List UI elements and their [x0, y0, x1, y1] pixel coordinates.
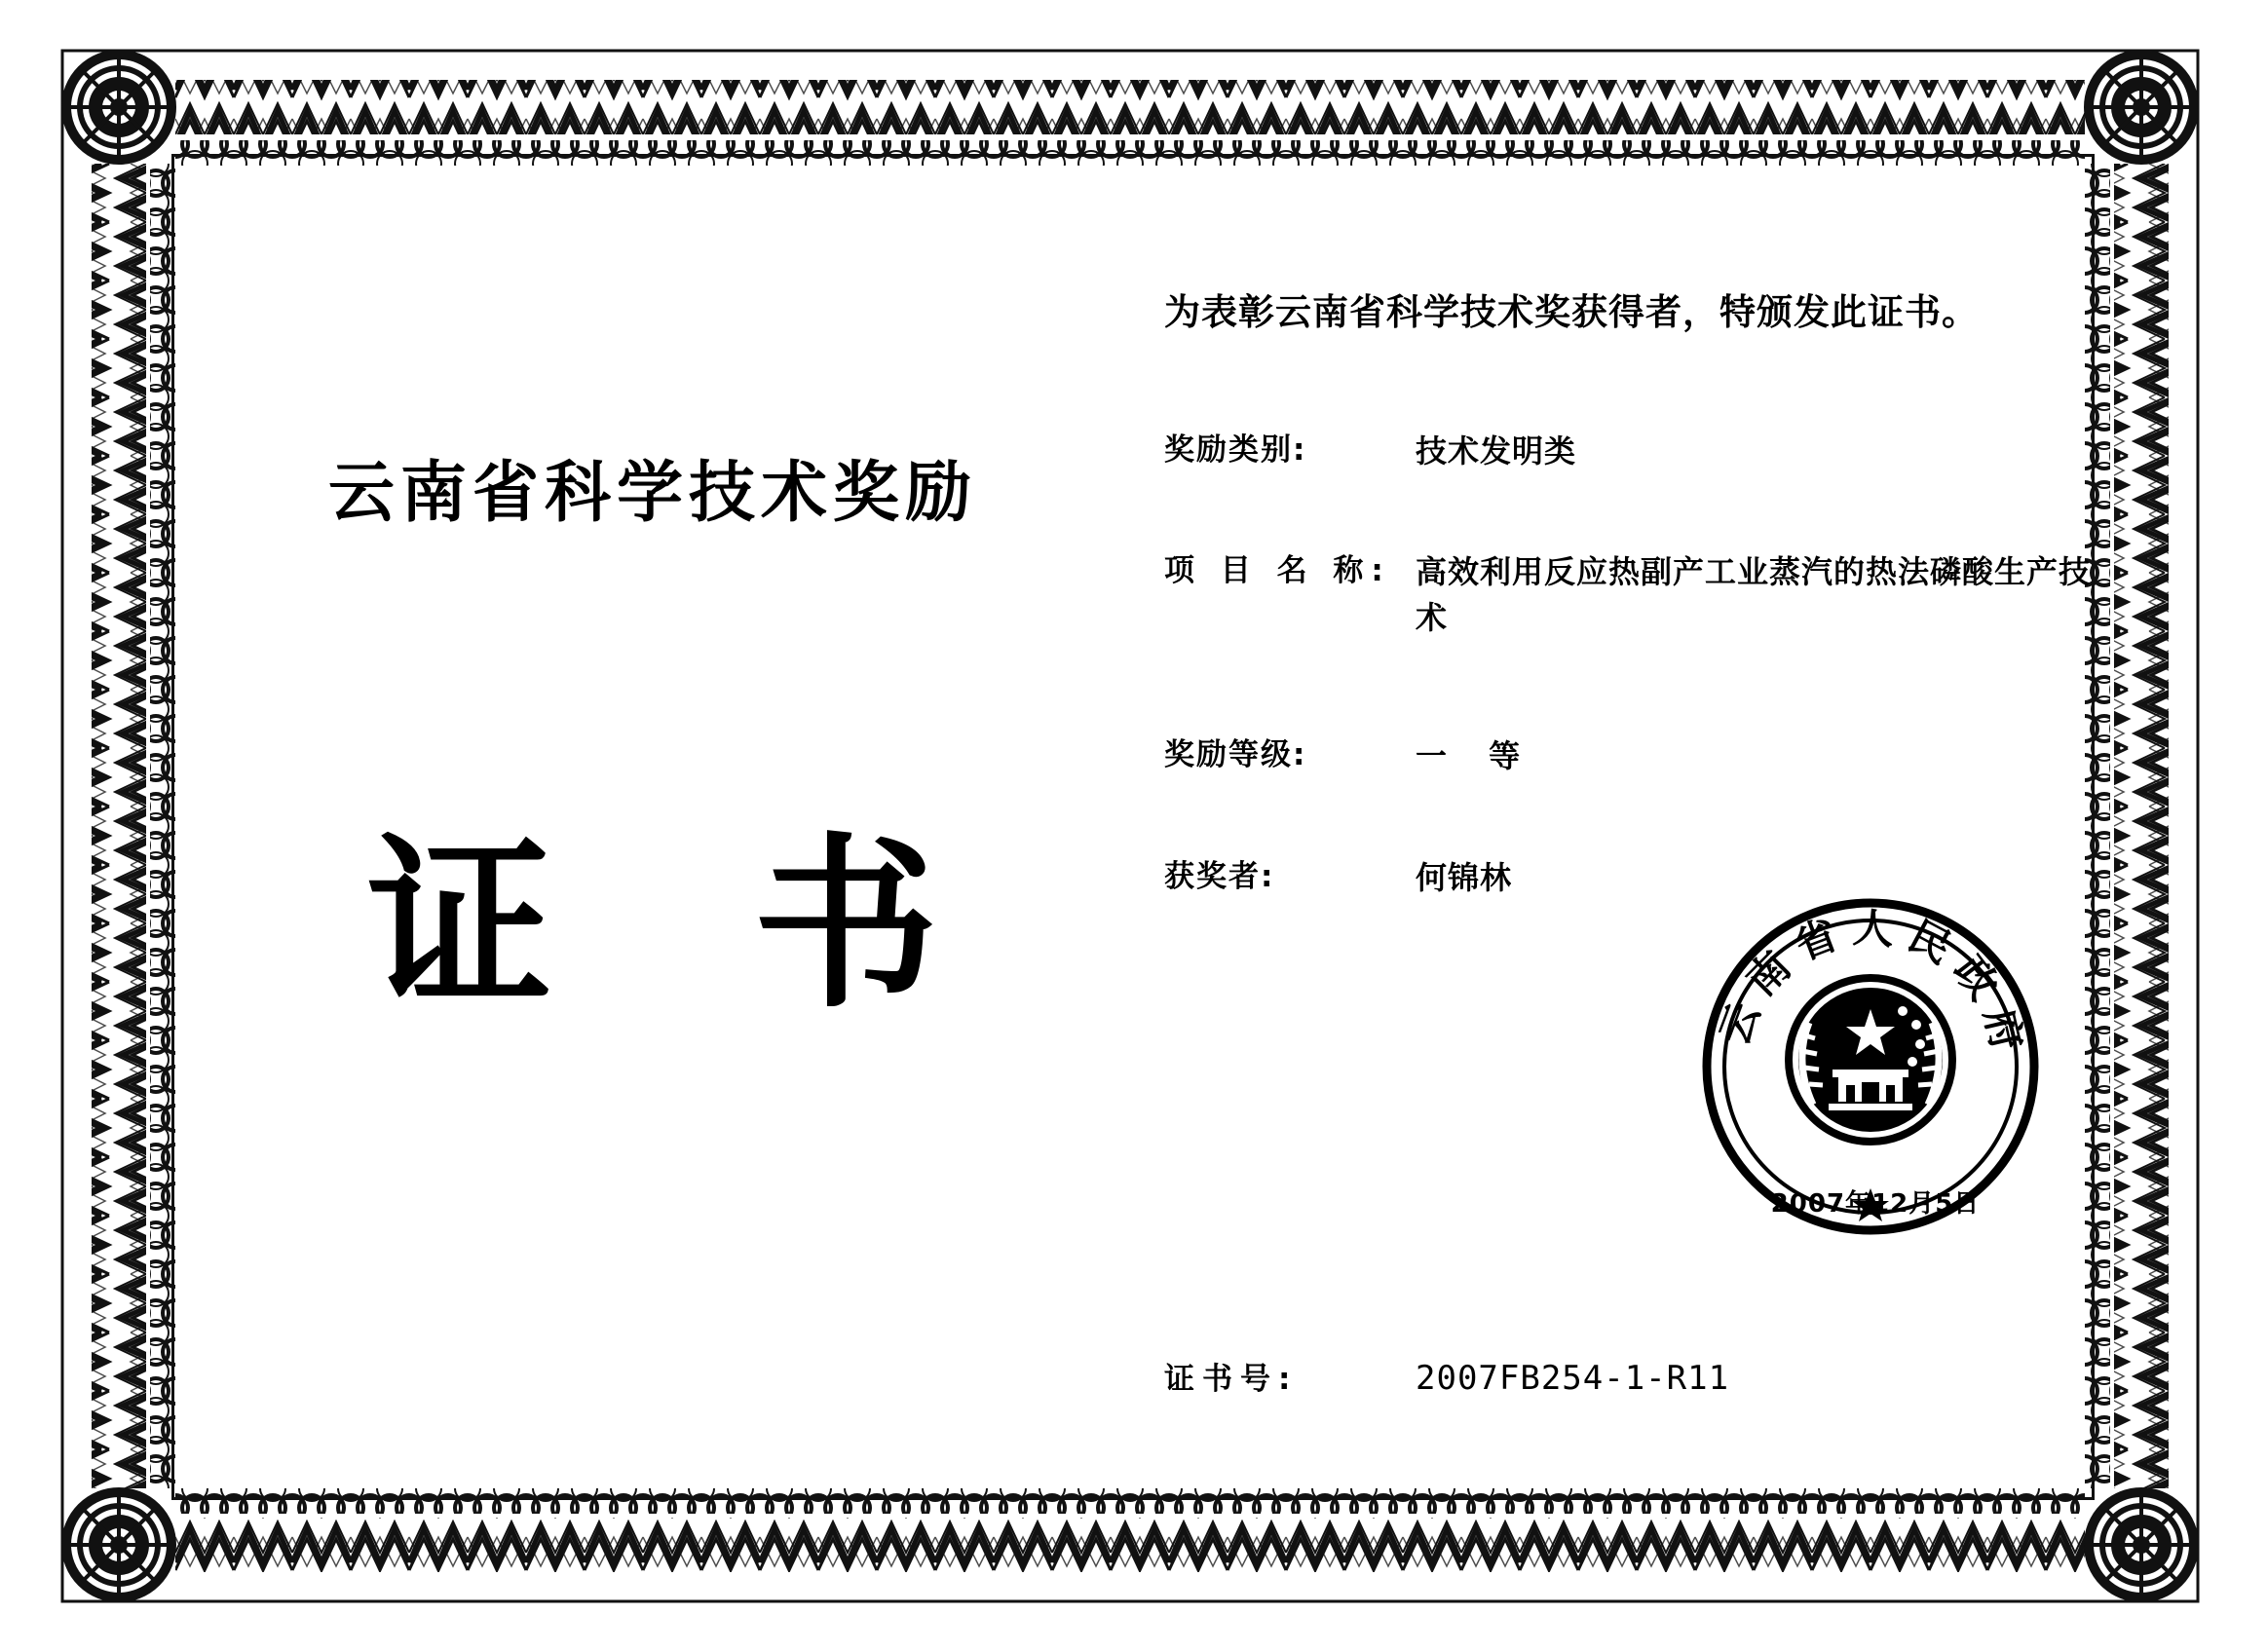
field-list [1164, 429, 2099, 900]
project-name-label: 项 目 名 称: [1164, 553, 1391, 589]
field-row-category [1164, 429, 2099, 473]
award-category-value: 技术发明类 [1416, 432, 1577, 469]
certificate-number-value: 2007FB254-1-R11 [1416, 1359, 1730, 1398]
certificate-number-label: 证书号: [1164, 1362, 1299, 1397]
award-program-title: 云南省科学技术奖励 [327, 455, 977, 532]
project-name-value: 高效利用反应热副产工业蒸汽的热法磷酸生产技术 [1416, 553, 2092, 636]
field-row-project [1164, 549, 2099, 640]
certificate-word: 证 书 [366, 816, 1007, 1032]
details-block [1164, 282, 2099, 900]
seal-date: 2007年12月5日 [1770, 1189, 1981, 1219]
left-title-block [244, 455, 1062, 1032]
national-emblem-icon [1789, 978, 1952, 1142]
certificate-headline: 为表彰云南省科学技术奖获得者，特颁发此证书。 [1164, 291, 1979, 333]
certificate-number-row [1164, 1354, 1729, 1398]
field-row-grade [1164, 733, 2099, 778]
award-grade-value: 一 等 [1416, 737, 1536, 775]
award-category-label: 奖励类别: [1164, 432, 1307, 468]
award-grade-label: 奖励等级: [1164, 737, 1307, 773]
field-row-winner [1164, 855, 2099, 900]
winner-label: 获奖者: [1164, 858, 1275, 894]
seal-outer-text: 云南省人民政府 [1710, 903, 2034, 1067]
winner-value: 何锦林 [1416, 858, 1513, 896]
